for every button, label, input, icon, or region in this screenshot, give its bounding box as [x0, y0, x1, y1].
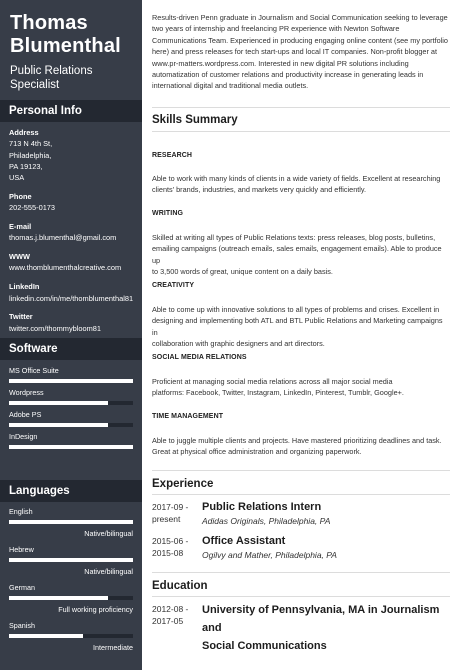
sidebar	[0, 0, 142, 670]
www-label: WWW	[9, 252, 30, 262]
software-name: MS Office Suite	[9, 366, 59, 375]
skills-summary-heading: Skills Summary	[152, 114, 238, 126]
software-item	[9, 410, 133, 432]
twitter-group	[9, 311, 139, 334]
summary-line: Results-driven Penn graduate in Journalism and Social Communication seeking to leverage	[152, 13, 448, 22]
skill-bar	[9, 379, 133, 383]
address-group	[9, 127, 139, 183]
language-bar	[9, 520, 133, 524]
language-name: Spanish	[9, 621, 35, 630]
skill-bar	[9, 445, 133, 449]
email-link[interactable]: thomas.j.blumenthal@gmail.com	[9, 233, 117, 243]
language-level: Native/bilingual	[84, 567, 133, 576]
summary-line: two years of internship and freelancing PR experience with Newton Software	[152, 24, 400, 34]
personal-info-list	[9, 127, 139, 341]
language-name: Hebrew	[9, 545, 34, 554]
summary-line: www.pr-matters.wordpress.com. Interested in new digital PR solutions including	[152, 58, 409, 68]
language-item	[9, 583, 133, 621]
language-bar-fill	[9, 634, 83, 638]
address-line: PA 19123,	[9, 161, 43, 171]
language-bar-fill	[9, 520, 133, 524]
skill-bar-fill	[9, 445, 133, 449]
job-title-line-1: Public Relations	[10, 65, 93, 77]
job-title	[10, 64, 138, 92]
date-start: 2015-06 -	[152, 536, 189, 546]
language-bar	[9, 596, 133, 600]
skill-description	[152, 232, 450, 278]
language-bar	[9, 558, 133, 562]
website-link[interactable]: www.thomblumenthalcreative.com	[9, 263, 122, 273]
name-block	[10, 12, 138, 92]
phone-label: Phone	[9, 191, 32, 201]
language-bar-fill	[9, 596, 108, 600]
twitter-link[interactable]: twitter.com/thommybloom81	[9, 323, 102, 333]
education-title-line: Social Communications	[202, 640, 327, 652]
language-level: Intermediate	[93, 643, 133, 652]
education-title	[202, 601, 452, 655]
section-divider	[152, 107, 450, 108]
linkedin-group	[9, 281, 139, 304]
skill-line: Able to juggle multiple clients and projects. Have mastered prioritizing deadlines and task.	[152, 436, 442, 445]
skill-line: designing and implementing both ATL and BTL Public Relations and Marketing campaigns in	[152, 316, 443, 337]
education-heading: Education	[152, 580, 208, 592]
summary-line: automatization of customer relations and productivity increase in generating leads in	[152, 70, 424, 80]
skill-title: SOCIAL MEDIA RELATIONS	[152, 354, 247, 361]
skill-line: Proficient at managing social media relations across all major social media	[152, 377, 393, 386]
www-group	[9, 251, 139, 274]
skill-line: clients' brands, industries, and markets very quickly and efficiently.	[152, 185, 367, 195]
skill-line: Able to work with many kinds of clients in a wide variety of fields. Excellent at researching	[152, 174, 441, 183]
skill-line: Skilled at writing all types of Public Relations texts: press releases, blog posts, bulletins,	[152, 233, 436, 242]
experience-company: Ogilvy and Mather, Philadelphia, PA	[202, 550, 337, 560]
skill-bar-fill	[9, 379, 133, 383]
language-item	[9, 545, 133, 583]
experience-date	[152, 535, 188, 559]
skill-description	[152, 173, 450, 196]
date-end: 2017-05	[152, 616, 184, 626]
summary-line: here) and press releases for tech start-ups and local IT companies. Non-profit blogger at	[152, 47, 437, 57]
name-last: Blumenthal	[10, 35, 121, 57]
skill-line: Able to come up with innovative solutions to all types of problems and crises. Excellent in	[152, 305, 440, 314]
phone-group	[9, 191, 139, 214]
skill-description	[152, 304, 450, 350]
software-list	[9, 366, 133, 454]
skill-title: WRITING	[152, 210, 184, 217]
language-name: German	[9, 583, 35, 592]
language-item	[9, 507, 133, 545]
phone-value: 202-555-0173	[9, 203, 56, 213]
section-divider	[152, 470, 450, 471]
skill-bar	[9, 401, 133, 405]
experience-title: Office Assistant	[202, 535, 286, 547]
skill-description	[152, 435, 450, 458]
education-title-line: University of Pennsylvania, MA in Journalism and	[202, 604, 440, 634]
address-line: 713 N 4th St,	[9, 139, 53, 149]
professional-summary	[152, 12, 450, 92]
personal-info-heading: Personal Info	[0, 100, 142, 122]
address-line: Philadelphia,	[9, 150, 52, 160]
date-end: 2015-08	[152, 548, 184, 558]
software-item	[9, 366, 133, 388]
skill-line: Great at physical office administration and organizing paperwork.	[152, 447, 362, 457]
experience-date	[152, 501, 188, 525]
linkedin-link[interactable]: linkedin.com/in/me/thomblumenthal81	[9, 293, 134, 303]
email-group	[9, 221, 139, 244]
languages-list	[9, 507, 133, 659]
skill-line: platforms: Facebook, Twitter, Instagram, LinkedIn, Pinterest, Tumblr, Google+.	[152, 388, 404, 398]
software-name: Wordpress	[9, 388, 44, 397]
skill-title: RESEARCH	[152, 152, 193, 159]
address-line: USA	[9, 173, 25, 183]
experience-company: Adidas Originals, Philadelphia, PA	[202, 516, 331, 526]
software-name: Adobe PS	[9, 410, 42, 419]
section-divider	[152, 494, 450, 495]
section-divider	[152, 596, 450, 597]
skill-bar	[9, 423, 133, 427]
skill-line: emailing campaigns (outreach emails, sales emails, engagement emails). Able to produce up	[152, 244, 442, 265]
linkedin-label: LinkedIn	[9, 282, 40, 292]
software-item	[9, 388, 133, 410]
skill-line: collaboration with graphic designers and art directors.	[152, 339, 325, 349]
address-label: Address	[9, 128, 39, 137]
summary-line: international digital and traditional media outlets.	[152, 81, 309, 91]
language-name: English	[9, 507, 33, 516]
language-level: Full working proficiency	[58, 605, 133, 614]
software-name: InDesign	[9, 432, 38, 441]
language-level: Native/bilingual	[84, 529, 133, 538]
experience-heading: Experience	[152, 478, 214, 490]
language-item	[9, 621, 133, 659]
name-first: Thomas	[10, 12, 88, 34]
skill-title: CREATIVITY	[152, 282, 195, 289]
twitter-label: Twitter	[9, 312, 33, 322]
language-bar-fill	[9, 558, 133, 562]
skill-bar-fill	[9, 401, 108, 405]
skill-bar-fill	[9, 423, 108, 427]
education-date	[152, 603, 188, 627]
email-label: E-mail	[9, 222, 32, 232]
summary-line: Communications Team. Experienced in producing engaging online content (see my portfolio	[152, 35, 448, 45]
section-divider	[152, 131, 450, 132]
date-start: 2017-09 -	[152, 502, 189, 512]
section-divider	[152, 572, 450, 573]
date-end: present	[152, 514, 181, 524]
software-item	[9, 432, 133, 454]
language-bar	[9, 634, 133, 638]
skill-title: TIME MANAGEMENT	[152, 413, 224, 420]
software-heading: Software	[0, 338, 142, 360]
date-start: 2012-08 -	[152, 604, 189, 614]
experience-title: Public Relations Intern	[202, 501, 322, 513]
job-title-line-2: Specialist	[10, 79, 60, 91]
skill-description	[152, 376, 450, 399]
languages-heading: Languages	[0, 480, 142, 502]
skill-line: to 3,500 words of great, unique content on a daily basis.	[152, 267, 333, 277]
